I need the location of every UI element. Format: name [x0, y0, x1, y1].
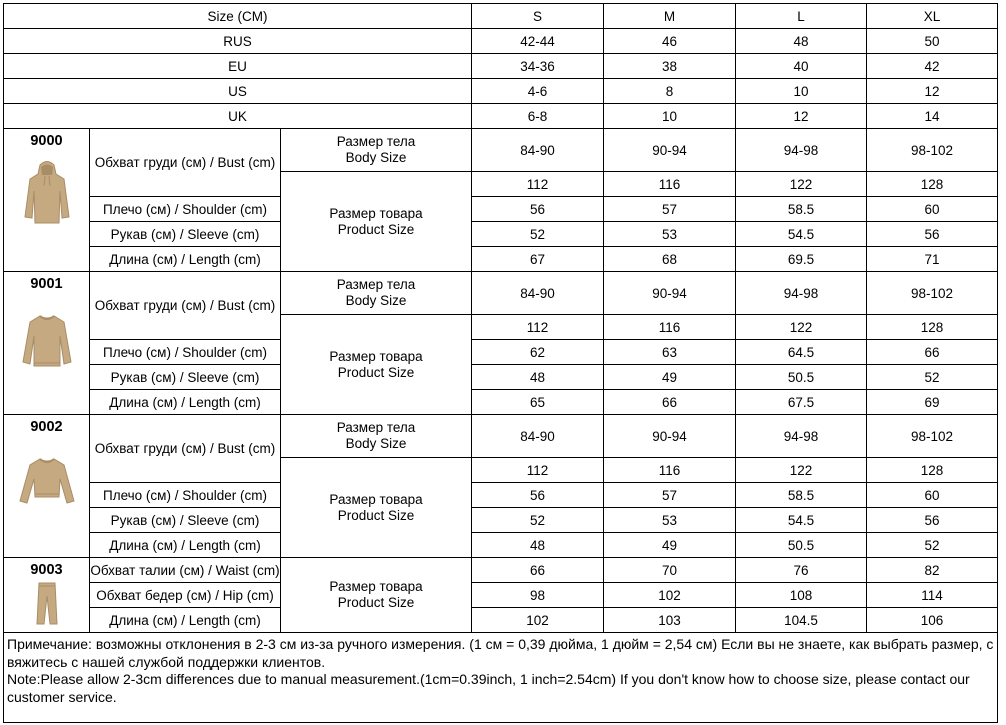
table-cell: 114	[867, 583, 998, 608]
table-cell: 57	[604, 483, 736, 508]
sweatshirt-image	[22, 310, 72, 370]
table-cell: 122	[736, 315, 867, 340]
table-row	[4, 29, 998, 54]
table-cell: 98-102	[867, 129, 998, 172]
table-cell: 56	[867, 508, 998, 533]
row-label: Плечо (см) / Shoulder (cm)	[90, 197, 281, 222]
table-cell: 106	[867, 608, 998, 633]
table-cell: 56	[472, 197, 604, 222]
table-cell: 112	[472, 172, 604, 197]
table-cell: 60	[867, 483, 998, 508]
table-cell: 38	[604, 54, 736, 79]
table-cell: 94-98	[736, 129, 867, 172]
row-label: Длина (см) / Length (cm)	[90, 390, 281, 415]
row-label: Обхват груди (см) / Bust (cm)	[90, 129, 281, 197]
table-cell: 98-102	[867, 272, 998, 315]
row-label: Рукав (см) / Sleeve (cm)	[90, 508, 281, 533]
size-xl-header: XL	[867, 4, 998, 29]
body-size-label: Размер тела Body Size	[281, 415, 472, 458]
row-label: Рукав (см) / Sleeve (cm)	[90, 222, 281, 247]
table-cell: 102	[604, 583, 736, 608]
table-row	[4, 104, 998, 129]
product-size-label: Размер товара Product Size	[281, 458, 472, 558]
table-cell: 90-94	[604, 272, 736, 315]
row-label: Обхват талии (см) / Waist (cm)	[90, 558, 281, 583]
body-size-label: Размер тела Body Size	[281, 272, 472, 315]
table-cell: 98-102	[867, 415, 998, 458]
product-code: 9003	[30, 562, 63, 578]
size-s-header: S	[472, 4, 604, 29]
table-row	[4, 272, 998, 315]
table-cell: 128	[867, 458, 998, 483]
table-cell: 50	[867, 29, 998, 54]
table-row	[4, 533, 998, 558]
note-en: Note:Please allow 2-3cm differences due to manual measurement.(1cm=0.39inch, 1 inch=2.54cm) If you don't know how to choose size, please contact our customer service.	[7, 671, 970, 705]
table-cell: 112	[472, 315, 604, 340]
table-cell: 48	[472, 365, 604, 390]
table-cell: 54.5	[736, 508, 867, 533]
table-cell: 4-6	[472, 79, 604, 104]
table-row	[4, 222, 998, 247]
cropped-sweatshirt-image	[19, 455, 75, 509]
table-row	[4, 558, 998, 583]
notes-cell	[4, 633, 998, 723]
product-cell-9001	[4, 272, 90, 415]
row-label: Длина (см) / Length (cm)	[90, 247, 281, 272]
table-cell: 52	[867, 533, 998, 558]
product-cell-9002	[4, 415, 90, 558]
row-label: Длина (см) / Length (cm)	[90, 533, 281, 558]
table-cell: 49	[604, 365, 736, 390]
table-row	[4, 508, 998, 533]
table-cell: 104.5	[736, 608, 867, 633]
table-cell: 94-98	[736, 272, 867, 315]
table-cell: 6-8	[472, 104, 604, 129]
region-label: EU	[4, 54, 472, 79]
table-cell: 52	[867, 365, 998, 390]
table-cell: 103	[604, 608, 736, 633]
product-size-label: Размер товара Product Size	[281, 172, 472, 272]
table-cell: 67.5	[736, 390, 867, 415]
table-cell: 52	[472, 222, 604, 247]
note-ru: Примечание: возможны отклонения в 2-3 см из-за ручного измерения. (1 см = 0,39 дюйма, 1 дюйм = 2,54 см) Если вы не знаете, как выбрать размер, с вяжитесь с нашей службой поддержки клиентов.	[7, 636, 994, 670]
table-row	[4, 79, 998, 104]
table-cell: 42	[867, 54, 998, 79]
product-size-label: Размер товара Product Size	[281, 315, 472, 415]
region-label: US	[4, 79, 472, 104]
table-cell: 60	[867, 197, 998, 222]
size-l-header: L	[736, 4, 867, 29]
table-cell: 40	[736, 54, 867, 79]
table-cell: 84-90	[472, 415, 604, 458]
table-cell: 49	[604, 533, 736, 558]
table-cell: 90-94	[604, 129, 736, 172]
notes-row	[4, 633, 998, 723]
table-cell: 67	[472, 247, 604, 272]
row-label: Плечо (см) / Shoulder (cm)	[90, 340, 281, 365]
table-cell: 122	[736, 172, 867, 197]
product-cell-9003	[4, 558, 90, 633]
table-row	[4, 54, 998, 79]
table-cell: 128	[867, 172, 998, 197]
table-row	[4, 390, 998, 415]
table-cell: 71	[867, 247, 998, 272]
table-row	[4, 483, 998, 508]
size-chart-table	[3, 3, 998, 723]
row-label: Рукав (см) / Sleeve (cm)	[90, 365, 281, 390]
product-code: 9000	[30, 133, 63, 149]
table-cell: 10	[604, 104, 736, 129]
table-cell: 66	[867, 340, 998, 365]
table-cell: 84-90	[472, 129, 604, 172]
table-cell: 12	[736, 104, 867, 129]
table-cell: 53	[604, 222, 736, 247]
body-size-label: Размер тела Body Size	[281, 129, 472, 172]
table-cell: 10	[736, 79, 867, 104]
table-cell: 46	[604, 29, 736, 54]
table-cell: 116	[604, 315, 736, 340]
table-cell: 82	[867, 558, 998, 583]
table-cell: 69	[867, 390, 998, 415]
table-cell: 69.5	[736, 247, 867, 272]
table-cell: 53	[604, 508, 736, 533]
table-row	[4, 583, 998, 608]
table-cell: 56	[472, 483, 604, 508]
row-label: Плечо (см) / Shoulder (cm)	[90, 483, 281, 508]
product-code: 9002	[30, 419, 63, 435]
pants-image	[35, 582, 59, 626]
table-cell: 34-36	[472, 54, 604, 79]
table-row	[4, 340, 998, 365]
table-cell: 122	[736, 458, 867, 483]
table-row	[4, 129, 998, 172]
table-row	[4, 197, 998, 222]
table-cell: 116	[604, 172, 736, 197]
table-cell: 58.5	[736, 483, 867, 508]
table-cell: 58.5	[736, 197, 867, 222]
table-row	[4, 608, 998, 633]
header-row	[4, 4, 998, 29]
product-cell-9000	[4, 129, 90, 272]
size-header: Size (CM)	[4, 4, 472, 29]
table-cell: 102	[472, 608, 604, 633]
table-cell: 66	[604, 390, 736, 415]
table-cell: 50.5	[736, 365, 867, 390]
row-label: Обхват груди (см) / Bust (cm)	[90, 272, 281, 340]
table-cell: 62	[472, 340, 604, 365]
table-cell: 42-44	[472, 29, 604, 54]
table-cell: 128	[867, 315, 998, 340]
table-cell: 70	[604, 558, 736, 583]
table-cell: 52	[472, 508, 604, 533]
table-row	[4, 247, 998, 272]
table-cell: 65	[472, 390, 604, 415]
row-label: Обхват груди (см) / Bust (cm)	[90, 415, 281, 483]
table-cell: 112	[472, 458, 604, 483]
table-row	[4, 415, 998, 458]
table-cell: 14	[867, 104, 998, 129]
region-label: UK	[4, 104, 472, 129]
table-cell: 57	[604, 197, 736, 222]
table-cell: 116	[604, 458, 736, 483]
product-size-label: Размер товара Product Size	[281, 558, 472, 633]
row-label: Обхват бедер (см) / Hip (cm)	[90, 583, 281, 608]
row-label: Длина (см) / Length (cm)	[90, 608, 281, 633]
region-label: RUS	[4, 29, 472, 54]
hoodie-image	[24, 159, 70, 225]
table-cell: 76	[736, 558, 867, 583]
table-cell: 68	[604, 247, 736, 272]
table-cell: 50.5	[736, 533, 867, 558]
table-cell: 64.5	[736, 340, 867, 365]
table-cell: 98	[472, 583, 604, 608]
table-cell: 54.5	[736, 222, 867, 247]
table-cell: 8	[604, 79, 736, 104]
table-cell: 90-94	[604, 415, 736, 458]
table-cell: 48	[472, 533, 604, 558]
table-cell: 66	[472, 558, 604, 583]
table-row	[4, 365, 998, 390]
table-cell: 63	[604, 340, 736, 365]
table-cell: 48	[736, 29, 867, 54]
table-cell: 12	[867, 79, 998, 104]
product-code: 9001	[30, 276, 63, 292]
table-cell: 84-90	[472, 272, 604, 315]
table-cell: 56	[867, 222, 998, 247]
table-cell: 108	[736, 583, 867, 608]
table-cell: 94-98	[736, 415, 867, 458]
size-m-header: M	[604, 4, 736, 29]
